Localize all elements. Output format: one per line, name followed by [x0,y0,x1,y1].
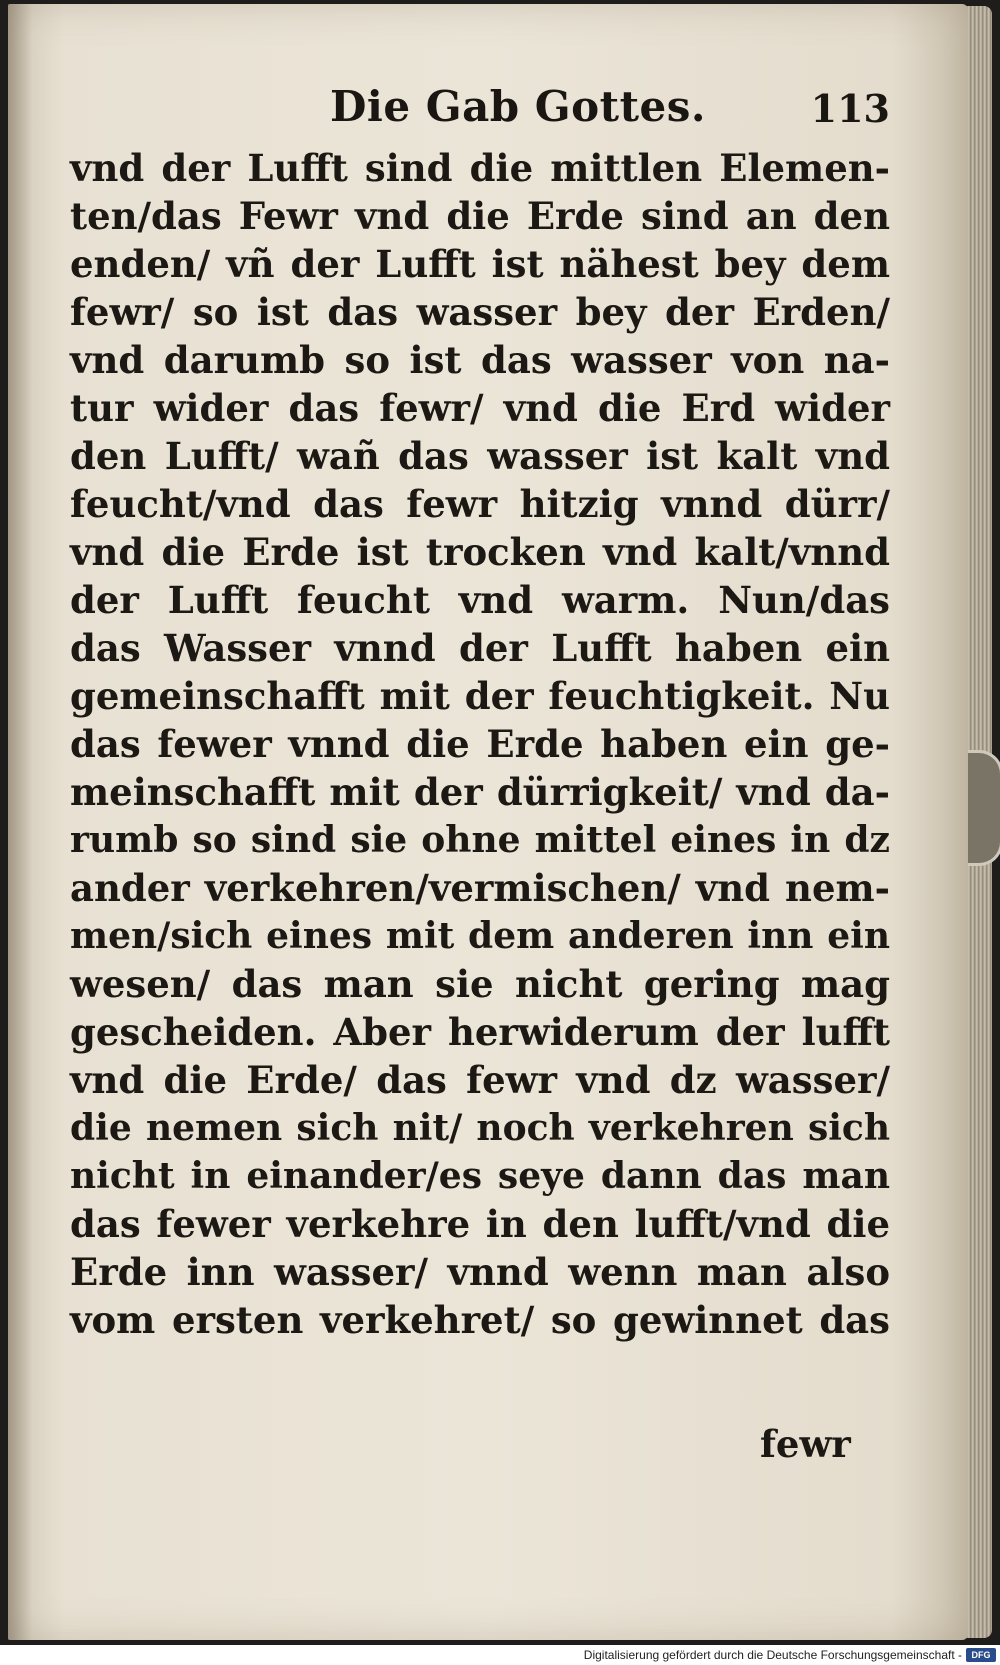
book-page [8,4,968,1640]
text-line: die nemen sich nit/ noch verkehren sich [70,1107,890,1149]
text-line: vnd darumb so ist das wasser von na- [70,338,890,382]
body-text [70,144,890,1344]
text-line: feucht/vnd das fewr hitzig vnnd dürr/ [70,482,890,526]
text-line: vnd die Erde ist trocken vnd kalt/vnnd [70,530,890,574]
catchword: fewr [760,1422,851,1466]
text-line: nicht in einander/es seye dann das man [70,1155,890,1197]
text-line: meinschafft mit der dürrigkeit/ vnd da- [70,770,890,814]
text-line: ten/das Fewr vnd die Erde sind an den [70,194,890,238]
text-line: das fewer vnnd die Erde haben ein ge- [70,722,890,766]
text-line: enden/ vñ der Lufft ist nähest bey dem [70,242,890,286]
digitization-footer [0,1645,1000,1665]
page-header [330,82,890,144]
text-line: ander verkehren/vermischen/ vnd nem- [70,866,890,910]
text-line: das fewer verkehre in den lufft/vnd die [70,1202,890,1246]
running-head: Die Gab Gottes. [330,82,706,131]
text-line: der Lufft feucht vnd warm. Nun/das [70,578,890,622]
page-number: 113 [810,86,890,131]
text-line: fewr/ so ist das wasser bey der Erden/ [70,290,890,334]
text-line: vnd der Lufft sind die mittlen Elemen- [70,146,890,190]
text-line: vnd die Erde/ das fewr vnd dz wasser/ [70,1058,890,1102]
text-line: den Lufft/ wañ das wasser ist kalt vnd [70,434,890,478]
page-tab-marker [964,750,1000,866]
text-line: vom ersten verkehret/ so gewinnet das [70,1298,890,1342]
funding-notice: Digitalisierung gefördert durch die Deutsche Forschungsgemeinschaft - [583,1648,962,1662]
dfg-logo-icon: DFG [966,1648,996,1662]
text-line: men/sich eines mit dem anderen inn ein [70,915,890,957]
text-line: gemeinschafft mit der feuchtigkeit. Nu [70,674,890,718]
text-line: Erde inn wasser/ vnnd wenn man also [70,1250,890,1294]
text-line: tur wider das fewr/ vnd die Erd wider [70,386,890,430]
text-line: das Wasser vnnd der Lufft haben ein [70,626,890,670]
text-line: rumb so sind sie ohne mittel eines in dz [70,819,890,861]
text-line: gescheiden. Aber herwiderum der lufft [70,1010,890,1054]
text-line: wesen/ das man sie nicht gering mag [70,962,890,1006]
